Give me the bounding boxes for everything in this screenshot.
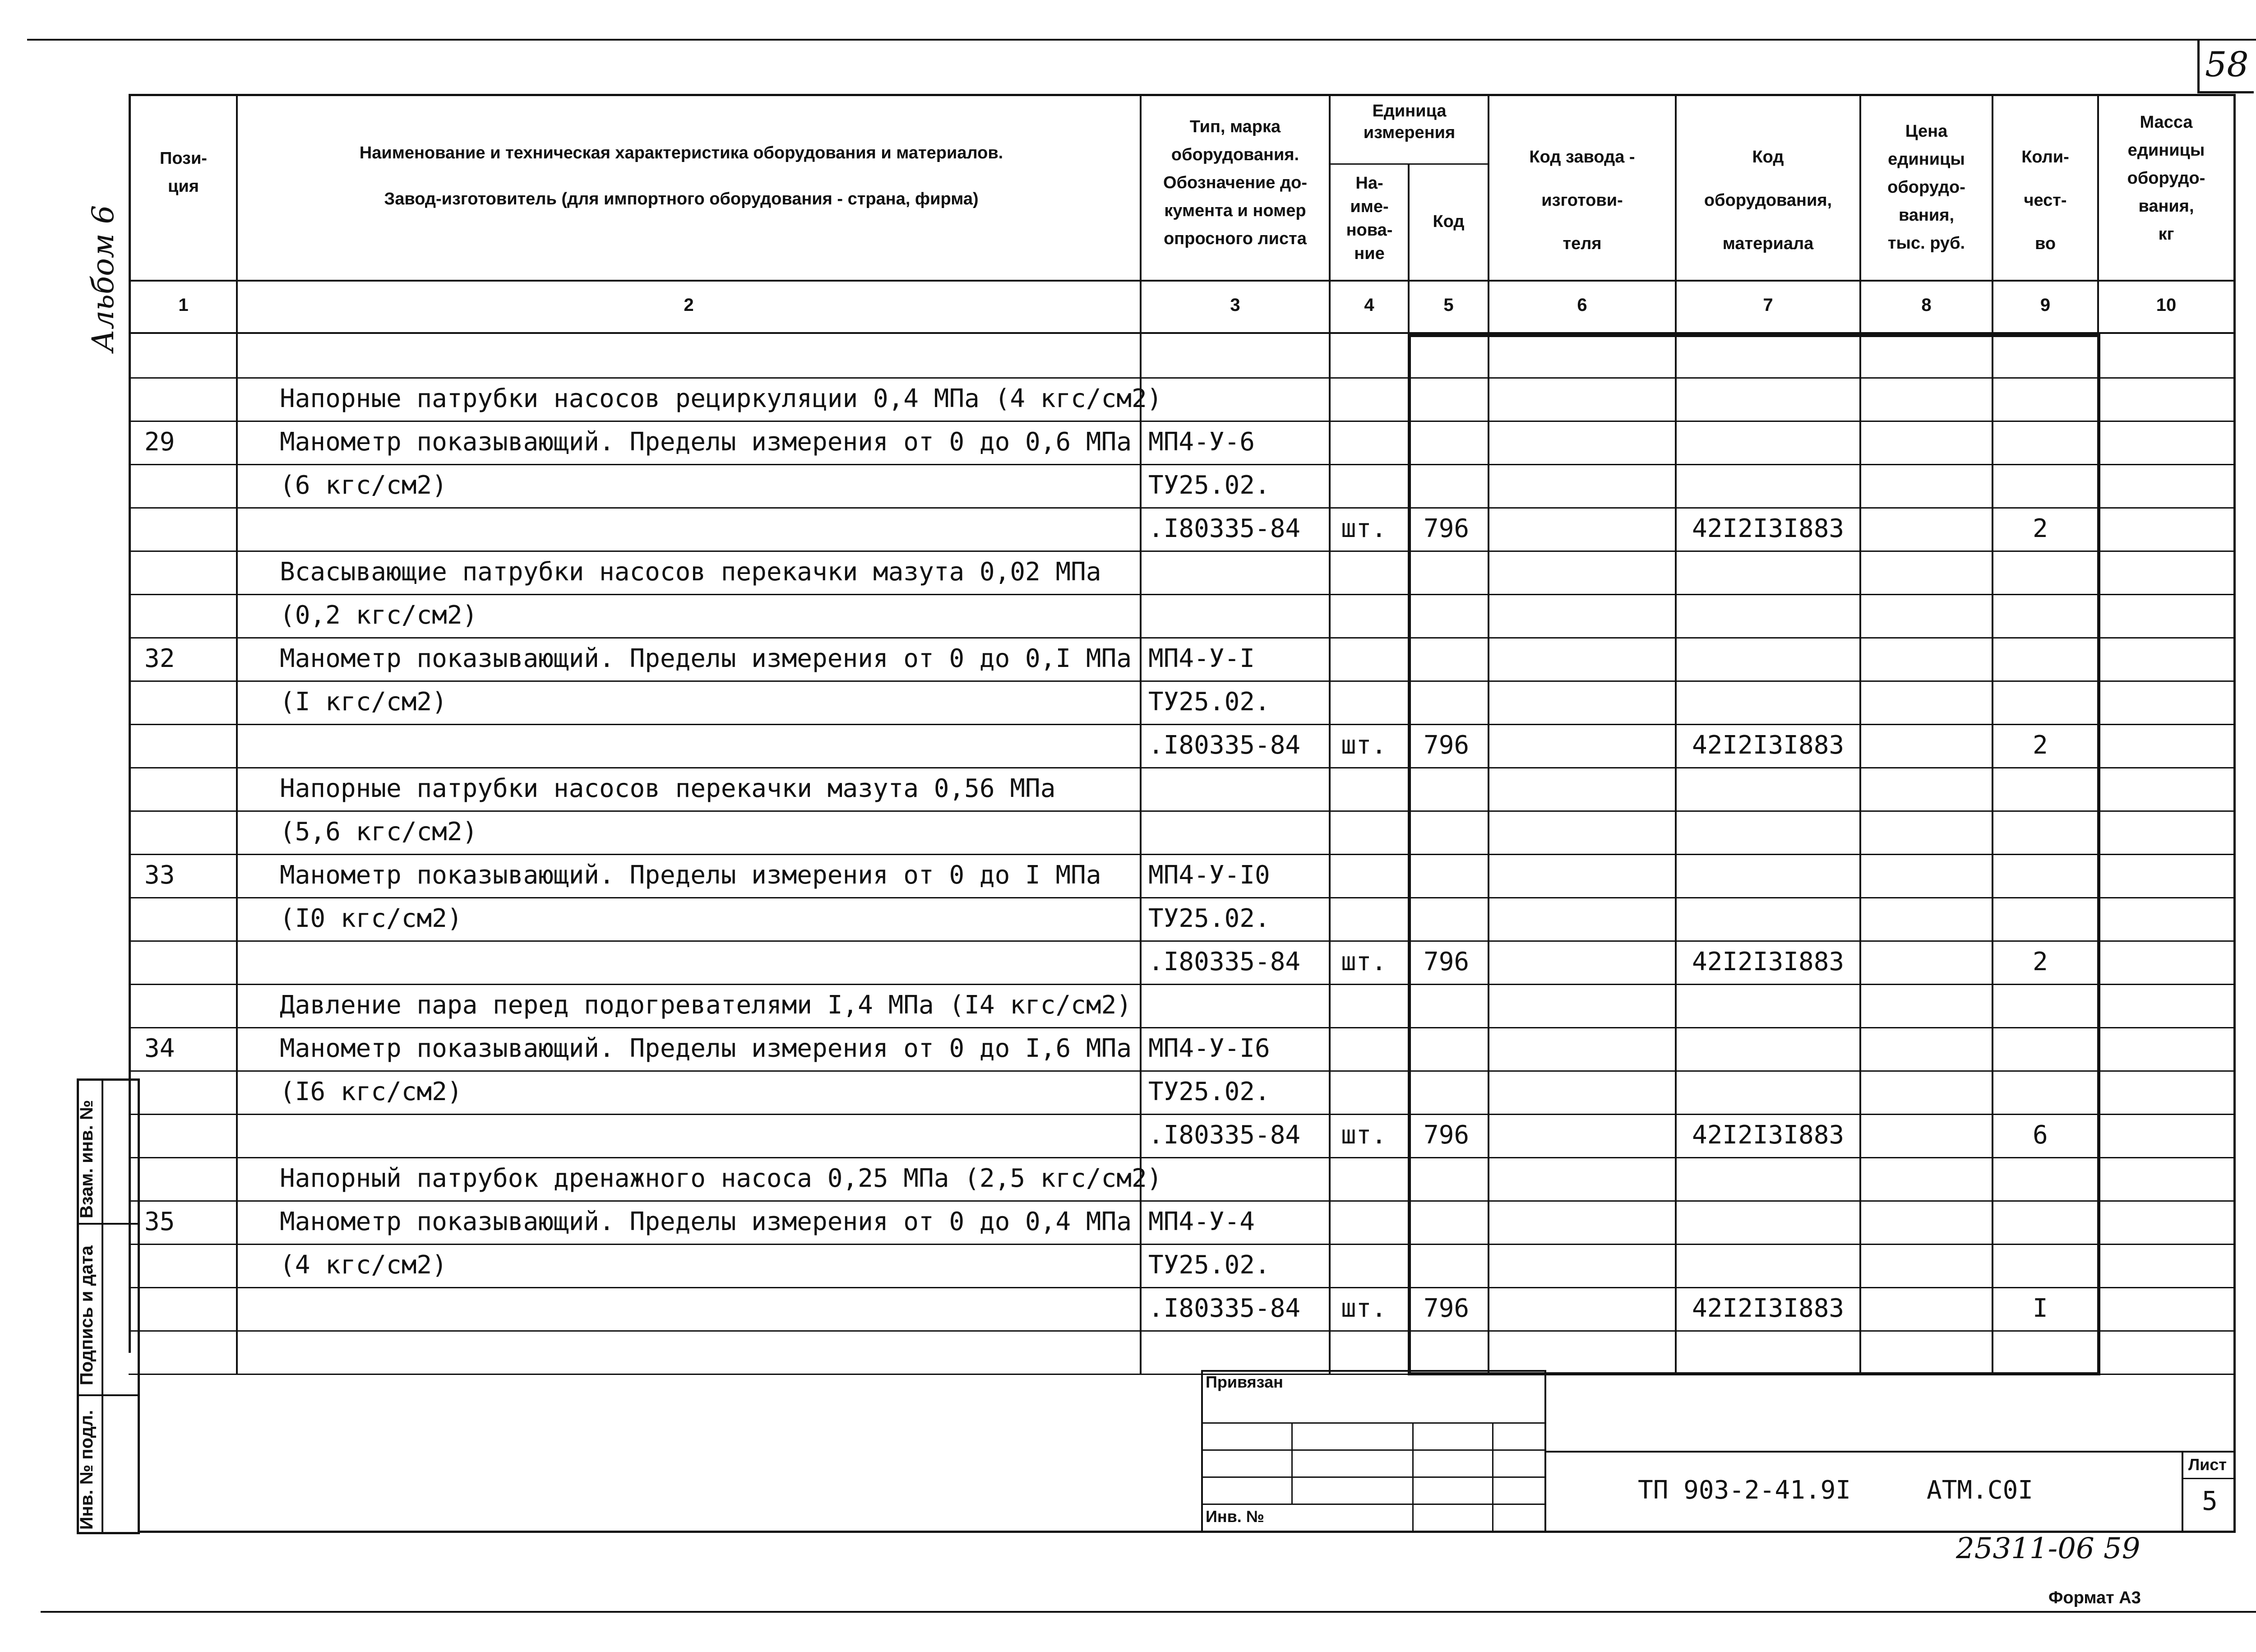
title-top-line — [1546, 1451, 2236, 1453]
frame-bottom-line — [140, 1531, 2236, 1533]
body-row-line — [129, 1244, 2233, 1245]
name-cell: Напорные патрубки насосов рециркуляции 0,4 МПа (4 кгс/см2) — [280, 384, 1162, 413]
colnum-6: 6 — [1577, 295, 1587, 315]
privyazan-col-3 — [1492, 1422, 1493, 1531]
list-label: Лист — [2188, 1455, 2227, 1474]
name-cell: (I0 кгс/см2) — [280, 904, 462, 933]
unit-code-cell: 796 — [1424, 1120, 1470, 1150]
position-cell: 34 — [144, 1034, 175, 1063]
header-unit-group: Единица измерения — [1363, 102, 1456, 142]
header-unit-name: На- име- нова- ние — [1346, 174, 1393, 263]
privyazan-col-2 — [1412, 1422, 1414, 1531]
header-unit-code: Код — [1433, 212, 1465, 231]
privyazan-line-3 — [1201, 1476, 1546, 1478]
side-stamp-podpis: Подпись и дата — [77, 1245, 97, 1385]
type-cell: ТУ25.02. — [1148, 1250, 1270, 1280]
header-name-line1: Наименование и техническая характеристика оборудования и материалов. — [359, 143, 1003, 162]
type-cell: .I80335-84 — [1148, 1294, 1301, 1323]
body-row-line — [129, 940, 2233, 942]
colnum-2: 2 — [684, 295, 694, 315]
name-cell: Напорный патрубок дренажного насоса 0,25 МПа (2,5 кгс/см2) — [280, 1164, 1162, 1193]
body-row-line — [129, 897, 2233, 898]
colnum-5: 5 — [1443, 295, 1454, 315]
doc-code: ТП 903-2-41.9I — [1638, 1476, 1851, 1505]
unit-cell: шт. — [1341, 731, 1387, 760]
name-cell: (5,6 кгс/см2) — [280, 817, 478, 847]
body-row-line — [129, 637, 2233, 639]
colnum-1: 1 — [178, 295, 189, 315]
colnum-9: 9 — [2040, 295, 2051, 315]
name-cell: (0,2 кгс/см2) — [280, 601, 478, 630]
body-row-line — [129, 1287, 2233, 1288]
header-mass: Масса единицы оборудо- вания, кг — [2127, 113, 2205, 244]
type-cell: МП4-У-I — [1148, 644, 1255, 673]
bottom-handwritten-number: 25311-06 59 — [1956, 1532, 2140, 1565]
equip-code-cell: 42I2I3I883 — [1692, 1120, 1845, 1150]
unit-code-cell: 796 — [1424, 947, 1470, 976]
body-row-line — [129, 507, 2233, 509]
header-quantity: Коли- чест- во — [2021, 148, 2069, 253]
position-cell: 29 — [144, 427, 175, 457]
type-cell: .I80335-84 — [1148, 947, 1301, 976]
header-position: Пози- ция — [160, 149, 207, 196]
privyazan-col-1 — [1291, 1422, 1293, 1504]
type-cell: МП4-У-4 — [1148, 1207, 1255, 1236]
name-cell: Манометр показывающий. Пределы измерения от 0 до I МПа — [280, 861, 1101, 890]
privyazan-line-1 — [1201, 1422, 1546, 1424]
side-stamp-line-2 — [77, 1394, 140, 1396]
list-number: 5 — [2202, 1485, 2218, 1516]
position-cell: 33 — [144, 861, 175, 890]
unit-code-cell: 796 — [1424, 731, 1470, 760]
name-cell: Всасывающие патрубки насосов перекачки мазута 0,02 МПа — [280, 557, 1101, 587]
type-cell: ТУ25.02. — [1148, 687, 1270, 717]
body-row-line — [129, 464, 2233, 465]
unit-group-divider — [1329, 163, 1489, 165]
type-cell: .I80335-84 — [1148, 731, 1301, 760]
unit-code-cell: 796 — [1424, 1294, 1470, 1323]
body-row-line — [129, 421, 2233, 422]
name-cell: Напорные патрубки насосов перекачки мазута 0,56 МПа — [280, 774, 1056, 803]
name-cell: Манометр показывающий. Пределы измерения от 0 до I,6 МПа — [280, 1034, 1132, 1063]
colnum-3: 3 — [1230, 295, 1240, 315]
type-cell: ТУ25.02. — [1148, 1077, 1270, 1106]
type-cell: МП4-У-6 — [1148, 427, 1255, 457]
body-row-line — [129, 594, 2233, 595]
colnum-4: 4 — [1364, 295, 1374, 315]
colnum-8: 8 — [1921, 295, 1932, 315]
quantity-cell: 2 — [2033, 947, 2048, 976]
sheet-corner-number: 58 — [2205, 44, 2249, 84]
body-row-line — [129, 1114, 2233, 1115]
privyazan-label: Привязан — [1206, 1373, 1283, 1391]
unit-cell: шт. — [1341, 1120, 1387, 1150]
body-row-line — [129, 810, 2233, 812]
name-cell: Манометр показывающий. Пределы измерения от 0 до 0,I МПа — [280, 644, 1132, 673]
side-stamp-divider — [102, 1078, 103, 1534]
type-cell: МП4-У-I0 — [1148, 861, 1270, 890]
equip-code-cell: 42I2I3I883 — [1692, 947, 1845, 976]
equip-code-cell: 42I2I3I883 — [1692, 731, 1845, 760]
list-box-divider — [2182, 1478, 2236, 1479]
name-cell: (4 кгс/см2) — [280, 1250, 447, 1280]
body-row-line — [129, 680, 2233, 682]
top-border-line — [27, 39, 2256, 41]
name-cell: Манометр показывающий. Пределы измерения от 0 до 0,6 МПа — [280, 427, 1132, 457]
unit-cell: шт. — [1341, 947, 1387, 976]
header-factory-code: Код завода - изготови- теля — [1529, 148, 1635, 253]
name-cell: Давление пара перед подогревателями I,4 МПа (I4 кгс/см2) — [280, 990, 1132, 1020]
bottom-border-line — [41, 1611, 2256, 1613]
privyazan-line-4 — [1201, 1504, 1546, 1505]
side-stamp-inv-podl: Инв. № подл. — [77, 1410, 97, 1530]
type-cell: .I80335-84 — [1148, 514, 1301, 543]
body-row-line — [129, 984, 2233, 985]
quantity-cell: 2 — [2033, 731, 2048, 760]
thick-box-top — [1408, 334, 2100, 337]
quantity-cell: I — [2033, 1294, 2048, 1323]
body-row-line — [129, 767, 2233, 768]
format-label: Формат А3 — [2048, 1588, 2141, 1607]
body-row-line — [129, 1200, 2233, 1202]
equip-code-cell: 42I2I3I883 — [1692, 1294, 1845, 1323]
privyazan-line-2 — [1201, 1449, 1546, 1451]
type-cell: ТУ25.02. — [1148, 904, 1270, 933]
position-cell: 32 — [144, 644, 175, 673]
name-cell: Манометр показывающий. Пределы измерения от 0 до 0,4 МПа — [280, 1207, 1132, 1236]
type-cell: .I80335-84 — [1148, 1120, 1301, 1150]
type-cell: МП4-У-I6 — [1148, 1034, 1270, 1063]
album-label: Альбом 6 — [86, 205, 120, 352]
colnum-7: 7 — [1763, 295, 1773, 315]
header-price: Цена единицы оборудо- вания, тыс. руб. — [1887, 122, 1965, 253]
unit-cell: шт. — [1341, 514, 1387, 543]
name-cell: (I кгс/см2) — [280, 687, 447, 717]
colnum-10: 10 — [2156, 295, 2177, 315]
side-stamp-line-1 — [77, 1223, 140, 1225]
body-row-line — [129, 377, 2233, 379]
quantity-cell: 2 — [2033, 514, 2048, 543]
sheet-corner-box — [2197, 39, 2254, 93]
body-row-line — [129, 1330, 2233, 1332]
quantity-cell: 6 — [2033, 1120, 2048, 1150]
name-cell: (6 кгс/см2) — [280, 471, 447, 500]
side-stamp-vzam: Взам. инв. № — [77, 1100, 97, 1218]
header-name-line2: Завод-изготовитель (для импортного оборудования - страна, фирма) — [384, 190, 979, 208]
unit-code-cell: 796 — [1424, 514, 1470, 543]
name-cell: (I6 кгс/см2) — [280, 1077, 462, 1106]
header-bottom-line — [129, 280, 2236, 282]
unit-cell: шт. — [1341, 1294, 1387, 1323]
body-row-line — [129, 1027, 2233, 1028]
body-row-line — [129, 1070, 2233, 1072]
doc-mark: АТМ.С0I — [1927, 1476, 2034, 1505]
body-row-line — [129, 1157, 2233, 1158]
equip-code-cell: 42I2I3I883 — [1692, 514, 1845, 543]
type-cell: ТУ25.02. — [1148, 471, 1270, 500]
header-equip-code: Код оборудования, материала — [1704, 148, 1832, 253]
header-type: Тип, марка оборудования. Обозначение до- кумента и номер опросного листа — [1163, 117, 1307, 248]
body-row-line — [129, 724, 2233, 725]
inv-no-label: Инв. № — [1206, 1507, 1264, 1526]
position-cell: 35 — [144, 1207, 175, 1236]
body-row-line — [129, 551, 2233, 552]
body-row-line — [129, 854, 2233, 855]
